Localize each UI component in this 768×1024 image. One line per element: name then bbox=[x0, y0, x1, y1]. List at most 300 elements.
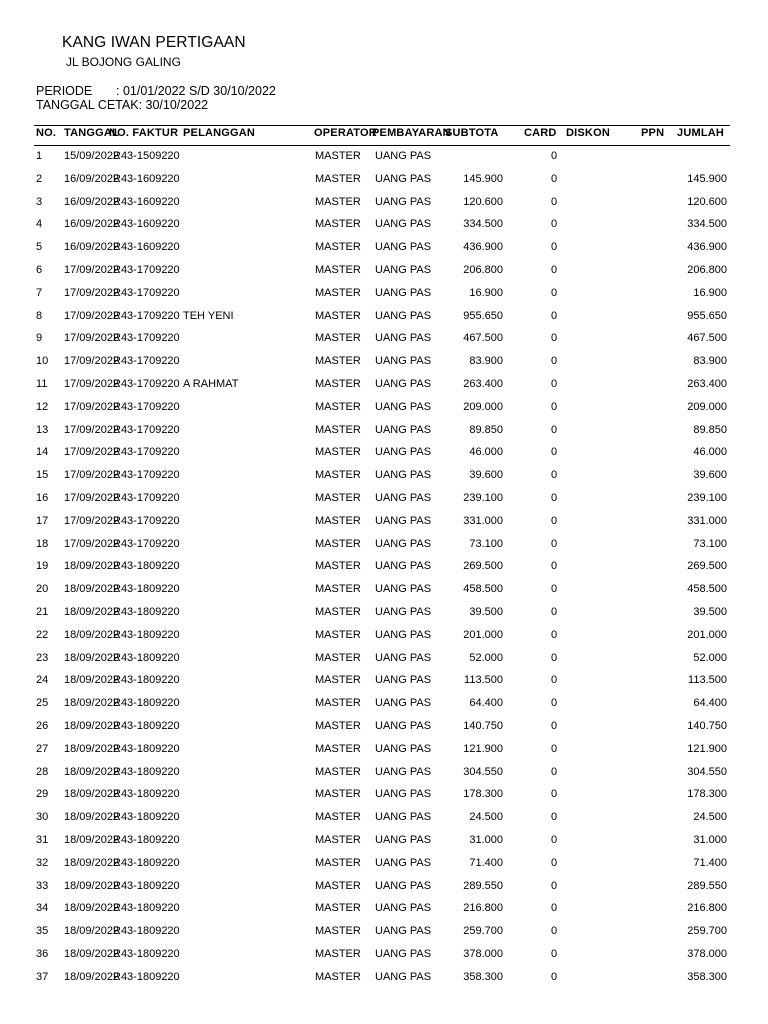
cell-tanggal: 17/09/2022 bbox=[64, 400, 120, 413]
cell-subtotal: 39.500 bbox=[469, 605, 503, 618]
cell-operator: MASTER bbox=[315, 674, 361, 687]
cell-no: 14 bbox=[36, 446, 49, 459]
cell-no: 20 bbox=[36, 583, 49, 596]
cell-subtotal: 334.500 bbox=[463, 218, 503, 231]
cell-operator: MASTER bbox=[315, 970, 361, 983]
cell-subtotal: 120.600 bbox=[463, 195, 503, 208]
table-row bbox=[0, 626, 768, 649]
cell-jumlah: 955.650 bbox=[687, 309, 727, 322]
cell-pembayaran: UANG PAS bbox=[375, 719, 432, 732]
cell-pembayaran: UANG PAS bbox=[375, 856, 432, 869]
table-row bbox=[0, 831, 768, 854]
table-row bbox=[0, 922, 768, 945]
cell-card: 0 bbox=[551, 150, 558, 162]
cell-faktur: R43-1809220 bbox=[113, 742, 180, 755]
cell-tanggal: 16/09/2022 bbox=[64, 218, 120, 231]
cell-pembayaran: UANG PAS bbox=[375, 560, 432, 573]
cell-jumlah: 16.900 bbox=[693, 286, 727, 299]
table-row bbox=[0, 717, 768, 740]
cell-jumlah: 120.600 bbox=[687, 195, 727, 208]
table-row bbox=[0, 763, 768, 786]
table-row bbox=[0, 284, 768, 307]
cell-subtotal: 304.550 bbox=[463, 765, 503, 778]
cell-pembayaran: UANG PAS bbox=[375, 309, 432, 322]
cell-tanggal: 18/09/2022 bbox=[64, 879, 120, 892]
cell-operator: MASTER bbox=[315, 742, 361, 755]
cell-no: 18 bbox=[36, 537, 49, 550]
cell-operator: MASTER bbox=[315, 651, 361, 664]
cell-card: 0 bbox=[551, 423, 558, 436]
cell-pembayaran: UANG PAS bbox=[375, 172, 432, 185]
cell-pembayaran: UANG PAS bbox=[375, 765, 432, 778]
cell-pembayaran: UANG PAS bbox=[375, 583, 432, 596]
cell-no: 23 bbox=[36, 651, 49, 664]
cell-tanggal: 17/09/2022 bbox=[64, 377, 120, 390]
cell-jumlah: 436.900 bbox=[687, 241, 727, 254]
cell-pembayaran: UANG PAS bbox=[375, 697, 432, 710]
cell-subtotal: 209.000 bbox=[463, 400, 503, 413]
cell-subtotal: 71.400 bbox=[469, 856, 503, 869]
cell-pembayaran: UANG PAS bbox=[375, 742, 432, 755]
tanggal-cetak-line bbox=[36, 98, 208, 112]
cell-card: 0 bbox=[551, 788, 558, 801]
cell-faktur: R43-1709220 bbox=[113, 491, 180, 504]
col-diskon-header: DISKON bbox=[566, 127, 610, 139]
table-row bbox=[0, 512, 768, 535]
cell-operator: MASTER bbox=[315, 719, 361, 732]
cell-tanggal: 17/09/2022 bbox=[64, 446, 120, 459]
cell-tanggal: 17/09/2022 bbox=[64, 309, 120, 322]
store-name: KANG IWAN PERTIGAAN bbox=[62, 34, 246, 51]
cell-faktur: R43-1809220 bbox=[113, 788, 180, 801]
cell-faktur: R43-1809220 bbox=[113, 560, 180, 573]
cell-faktur: R43-1709220 bbox=[113, 514, 180, 527]
table-row bbox=[0, 238, 768, 261]
cell-tanggal: 18/09/2022 bbox=[64, 742, 120, 755]
col-pelanggan-header: PELANGGAN bbox=[183, 127, 256, 139]
cell-jumlah: 239.100 bbox=[687, 491, 727, 504]
cell-jumlah: 259.700 bbox=[687, 925, 727, 938]
table-row bbox=[0, 398, 768, 421]
cell-tanggal: 18/09/2022 bbox=[64, 925, 120, 938]
cell-subtotal: 436.900 bbox=[463, 241, 503, 254]
cell-no: 29 bbox=[36, 788, 49, 801]
cell-subtotal: 113.500 bbox=[464, 674, 503, 687]
cell-operator: MASTER bbox=[315, 537, 361, 550]
table-row bbox=[0, 649, 768, 672]
table-top-rule bbox=[34, 125, 730, 126]
cell-no: 31 bbox=[36, 833, 49, 846]
cell-tanggal: 17/09/2022 bbox=[64, 263, 120, 276]
cell-faktur: R43-1809220 bbox=[113, 674, 180, 687]
cell-tanggal: 18/09/2022 bbox=[64, 697, 120, 710]
cell-pelanggan: A RAHMAT bbox=[183, 377, 239, 390]
cell-faktur: R43-1709220 bbox=[113, 423, 180, 436]
cell-jumlah: 113.500 bbox=[688, 674, 727, 687]
cell-no: 1 bbox=[36, 150, 43, 162]
cell-pembayaran: UANG PAS bbox=[375, 651, 432, 664]
cell-no: 9 bbox=[36, 332, 43, 345]
cell-tanggal: 18/09/2022 bbox=[64, 719, 120, 732]
cell-jumlah: 358.300 bbox=[687, 970, 727, 983]
cell-card: 0 bbox=[551, 446, 558, 459]
cell-card: 0 bbox=[551, 925, 558, 938]
cell-faktur: R43-1809220 bbox=[113, 970, 180, 983]
cell-operator: MASTER bbox=[315, 947, 361, 960]
cell-no: 16 bbox=[36, 491, 49, 504]
cell-tanggal: 18/09/2022 bbox=[64, 583, 120, 596]
cell-faktur: R43-1809220 bbox=[113, 765, 180, 778]
table-row bbox=[0, 352, 768, 375]
cell-jumlah: 216.800 bbox=[687, 902, 727, 915]
table-row bbox=[0, 557, 768, 580]
cell-card: 0 bbox=[551, 241, 558, 254]
cell-jumlah: 83.900 bbox=[693, 355, 727, 368]
cell-card: 0 bbox=[551, 309, 558, 322]
cell-card: 0 bbox=[551, 560, 558, 573]
cell-no: 24 bbox=[36, 674, 49, 687]
col-ppn-header: PPN bbox=[641, 127, 665, 139]
cell-faktur: R43-1809220 bbox=[113, 651, 180, 664]
cell-faktur: R43-1809220 bbox=[113, 902, 180, 915]
table-row bbox=[0, 443, 768, 466]
cell-card: 0 bbox=[551, 514, 558, 527]
cell-subtotal: 24.500 bbox=[469, 811, 503, 824]
tanggal-cetak-value: 30/10/2022 bbox=[145, 98, 209, 112]
cell-card: 0 bbox=[551, 172, 558, 185]
cell-card: 0 bbox=[551, 902, 558, 915]
cell-pembayaran: UANG PAS bbox=[375, 537, 432, 550]
cell-pembayaran: UANG PAS bbox=[375, 514, 432, 527]
cell-tanggal: 17/09/2022 bbox=[64, 514, 120, 527]
col-faktur-header: NO. FAKTUR bbox=[109, 127, 179, 139]
cell-subtotal: 955.650 bbox=[463, 309, 503, 322]
cell-pembayaran: UANG PAS bbox=[375, 286, 432, 299]
cell-subtotal: 206.800 bbox=[463, 263, 503, 276]
table-row bbox=[0, 740, 768, 763]
cell-operator: MASTER bbox=[315, 309, 361, 322]
cell-operator: MASTER bbox=[315, 195, 361, 208]
cell-card: 0 bbox=[551, 970, 558, 983]
cell-operator: MASTER bbox=[315, 879, 361, 892]
cell-subtotal: 378.000 bbox=[463, 947, 503, 960]
cell-operator: MASTER bbox=[315, 332, 361, 345]
cell-faktur: R43-1709220 bbox=[113, 537, 180, 550]
cell-jumlah: 458.500 bbox=[687, 583, 727, 596]
cell-operator: MASTER bbox=[315, 856, 361, 869]
table-row bbox=[0, 671, 768, 694]
cell-operator: MASTER bbox=[315, 218, 361, 231]
cell-faktur: R43-1609220 bbox=[113, 241, 180, 254]
cell-jumlah: 304.550 bbox=[687, 765, 727, 778]
cell-card: 0 bbox=[551, 856, 558, 869]
cell-jumlah: 64.400 bbox=[693, 697, 727, 710]
table-row bbox=[0, 375, 768, 398]
table-row bbox=[0, 489, 768, 512]
cell-operator: MASTER bbox=[315, 697, 361, 710]
cell-jumlah: 331.000 bbox=[687, 514, 727, 527]
table-row bbox=[0, 603, 768, 626]
cell-card: 0 bbox=[551, 355, 558, 368]
cell-faktur: R43-1809220 bbox=[113, 628, 180, 641]
cell-no: 8 bbox=[36, 309, 43, 322]
col-jumlah-header: JUMLAH bbox=[677, 127, 725, 139]
cell-no: 11 bbox=[36, 377, 48, 390]
table-row bbox=[0, 968, 768, 991]
cell-subtotal: 216.800 bbox=[463, 902, 503, 915]
table-row bbox=[0, 170, 768, 193]
cell-no: 19 bbox=[36, 560, 49, 573]
cell-tanggal: 17/09/2022 bbox=[64, 423, 120, 436]
cell-pembayaran: UANG PAS bbox=[375, 970, 432, 983]
cell-pembayaran: UANG PAS bbox=[375, 332, 432, 345]
cell-subtotal: 89.850 bbox=[469, 423, 503, 436]
cell-subtotal: 140.750 bbox=[463, 719, 503, 732]
cell-jumlah: 263.400 bbox=[687, 377, 727, 390]
cell-jumlah: 31.000 bbox=[693, 833, 727, 846]
cell-subtotal: 145.900 bbox=[463, 172, 503, 185]
cell-card: 0 bbox=[551, 742, 558, 755]
cell-jumlah: 121.900 bbox=[687, 742, 727, 755]
cell-faktur: R43-1809220 bbox=[113, 583, 180, 596]
cell-jumlah: 46.000 bbox=[693, 446, 727, 459]
cell-card: 0 bbox=[551, 491, 558, 504]
periode-line bbox=[36, 84, 276, 98]
cell-operator: MASTER bbox=[315, 765, 361, 778]
cell-operator: MASTER bbox=[315, 902, 361, 915]
cell-subtotal: 46.000 bbox=[469, 446, 503, 459]
cell-no: 27 bbox=[36, 742, 49, 755]
cell-faktur: R43-1709220 bbox=[113, 332, 180, 345]
cell-subtotal: 201.000 bbox=[463, 628, 503, 641]
cell-pembayaran: UANG PAS bbox=[375, 469, 432, 482]
cell-faktur: R43-1709220 bbox=[113, 469, 180, 482]
cell-subtotal: 467.500 bbox=[463, 332, 503, 345]
cell-card: 0 bbox=[551, 651, 558, 664]
cell-no: 33 bbox=[36, 879, 49, 892]
cell-no: 36 bbox=[36, 947, 49, 960]
cell-jumlah: 378.000 bbox=[687, 947, 727, 960]
cell-faktur: R43-1609220 bbox=[113, 172, 180, 185]
cell-tanggal: 18/09/2022 bbox=[64, 811, 120, 824]
cell-no: 12 bbox=[36, 400, 49, 413]
cell-jumlah: 178.300 bbox=[687, 788, 727, 801]
cell-no: 5 bbox=[36, 241, 43, 254]
cell-faktur: R43-1809220 bbox=[113, 811, 180, 824]
cell-faktur: R43-1509220 bbox=[113, 150, 180, 162]
table-row bbox=[0, 945, 768, 968]
cell-jumlah: 209.000 bbox=[687, 400, 727, 413]
cell-jumlah: 145.900 bbox=[687, 172, 727, 185]
cell-jumlah: 24.500 bbox=[693, 811, 727, 824]
cell-card: 0 bbox=[551, 195, 558, 208]
cell-subtotal: 259.700 bbox=[463, 925, 503, 938]
cell-no: 22 bbox=[36, 628, 49, 641]
cell-no: 21 bbox=[36, 605, 49, 618]
cell-card: 0 bbox=[551, 605, 558, 618]
cell-pembayaran: UANG PAS bbox=[375, 195, 432, 208]
cell-subtotal: 31.000 bbox=[469, 833, 503, 846]
cell-card: 0 bbox=[551, 537, 558, 550]
cell-jumlah: 39.500 bbox=[693, 605, 727, 618]
cell-jumlah: 52.000 bbox=[693, 651, 727, 664]
cell-card: 0 bbox=[551, 811, 558, 824]
cell-card: 0 bbox=[551, 833, 558, 846]
cell-operator: MASTER bbox=[315, 628, 361, 641]
cell-faktur: R43-1809220 bbox=[113, 879, 180, 892]
col-tanggal-header: TANGGAL bbox=[64, 127, 119, 139]
cell-tanggal: 18/09/2022 bbox=[64, 674, 120, 687]
cell-card: 0 bbox=[551, 332, 558, 345]
col-card-header: CARD bbox=[524, 127, 557, 139]
cell-operator: MASTER bbox=[315, 788, 361, 801]
cell-tanggal: 16/09/2022 bbox=[64, 241, 120, 254]
cell-pembayaran: UANG PAS bbox=[375, 788, 432, 801]
cell-jumlah: 467.500 bbox=[687, 332, 727, 345]
cell-operator: MASTER bbox=[315, 811, 361, 824]
cell-tanggal: 18/09/2022 bbox=[64, 833, 120, 846]
cell-faktur: R43-1809220 bbox=[113, 605, 180, 618]
cell-pembayaran: UANG PAS bbox=[375, 833, 432, 846]
cell-no: 17 bbox=[36, 514, 49, 527]
cell-card: 0 bbox=[551, 674, 558, 687]
cell-tanggal: 18/09/2022 bbox=[64, 605, 120, 618]
cell-faktur: R43-1709220 bbox=[113, 355, 180, 368]
table-row bbox=[0, 785, 768, 808]
cell-card: 0 bbox=[551, 286, 558, 299]
cell-subtotal: 121.900 bbox=[463, 742, 503, 755]
cell-faktur: R43-1709220 bbox=[113, 309, 180, 322]
cell-pembayaran: UANG PAS bbox=[375, 218, 432, 231]
cell-subtotal: 52.000 bbox=[469, 651, 503, 664]
cell-tanggal: 18/09/2022 bbox=[64, 560, 120, 573]
cell-tanggal: 18/09/2022 bbox=[64, 947, 120, 960]
cell-card: 0 bbox=[551, 583, 558, 596]
cell-tanggal: 18/09/2022 bbox=[64, 651, 120, 664]
table-row bbox=[0, 854, 768, 877]
cell-pembayaran: UANG PAS bbox=[375, 947, 432, 960]
table-row bbox=[0, 421, 768, 444]
cell-subtotal: 73.100 bbox=[469, 537, 503, 550]
cell-jumlah: 206.800 bbox=[687, 263, 727, 276]
cell-pembayaran: UANG PAS bbox=[375, 263, 432, 276]
cell-no: 34 bbox=[36, 902, 49, 915]
col-operator-header: OPERATOR bbox=[314, 127, 377, 139]
table-row bbox=[0, 193, 768, 216]
cell-operator: MASTER bbox=[315, 355, 361, 368]
store-address: JL BOJONG GALING bbox=[66, 55, 181, 69]
col-subtotal-header: SUBTOTA bbox=[445, 127, 499, 139]
cell-operator: MASTER bbox=[315, 423, 361, 436]
cell-pembayaran: UANG PAS bbox=[375, 150, 432, 162]
cell-pembayaran: UANG PAS bbox=[375, 811, 432, 824]
cell-operator: MASTER bbox=[315, 263, 361, 276]
cell-operator: MASTER bbox=[315, 446, 361, 459]
cell-card: 0 bbox=[551, 628, 558, 641]
cell-operator: MASTER bbox=[315, 286, 361, 299]
cell-tanggal: 16/09/2022 bbox=[64, 195, 120, 208]
cell-no: 15 bbox=[36, 469, 49, 482]
cell-no: 13 bbox=[36, 423, 49, 436]
cell-subtotal: 39.600 bbox=[469, 469, 503, 482]
cell-faktur: R43-1709220 bbox=[113, 377, 180, 390]
cell-subtotal: 178.300 bbox=[463, 788, 503, 801]
table-row bbox=[0, 694, 768, 717]
cell-jumlah: 73.100 bbox=[693, 537, 727, 550]
cell-subtotal: 16.900 bbox=[469, 286, 503, 299]
cell-tanggal: 18/09/2022 bbox=[64, 788, 120, 801]
table-row bbox=[0, 808, 768, 831]
cell-tanggal: 18/09/2022 bbox=[64, 902, 120, 915]
cell-jumlah: 39.600 bbox=[693, 469, 727, 482]
cell-tanggal: 16/09/2022 bbox=[64, 172, 120, 185]
cell-operator: MASTER bbox=[315, 241, 361, 254]
cell-tanggal: 18/09/2022 bbox=[64, 765, 120, 778]
cell-card: 0 bbox=[551, 765, 558, 778]
cell-subtotal: 64.400 bbox=[469, 697, 503, 710]
cell-no: 26 bbox=[36, 719, 49, 732]
tanggal-cetak-label: TANGGAL CETAK: bbox=[36, 98, 143, 112]
cell-operator: MASTER bbox=[315, 925, 361, 938]
cell-subtotal: 239.100 bbox=[463, 491, 503, 504]
cell-operator: MASTER bbox=[315, 491, 361, 504]
cell-subtotal: 331.000 bbox=[463, 514, 503, 527]
cell-tanggal: 15/09/2022 bbox=[64, 150, 120, 162]
cell-tanggal: 18/09/2022 bbox=[64, 628, 120, 641]
cell-faktur: R43-1609220 bbox=[113, 218, 180, 231]
table-row bbox=[0, 215, 768, 238]
periode-label: PERIODE bbox=[36, 84, 93, 98]
cell-faktur: R43-1609220 bbox=[113, 195, 180, 208]
cell-tanggal: 17/09/2022 bbox=[64, 332, 120, 345]
cell-tanggal: 17/09/2022 bbox=[64, 355, 120, 368]
cell-faktur: R43-1809220 bbox=[113, 697, 180, 710]
cell-tanggal: 17/09/2022 bbox=[64, 286, 120, 299]
table-row bbox=[0, 899, 768, 922]
cell-faktur: R43-1809220 bbox=[113, 833, 180, 846]
table-row bbox=[0, 147, 768, 170]
cell-no: 6 bbox=[36, 263, 43, 276]
cell-subtotal: 358.300 bbox=[463, 970, 503, 983]
table-row bbox=[0, 307, 768, 330]
cell-subtotal: 458.500 bbox=[463, 583, 503, 596]
table-row bbox=[0, 535, 768, 558]
cell-pembayaran: UANG PAS bbox=[375, 605, 432, 618]
cell-card: 0 bbox=[551, 400, 558, 413]
cell-no: 30 bbox=[36, 811, 49, 824]
cell-subtotal: 269.500 bbox=[463, 560, 503, 573]
cell-pembayaran: UANG PAS bbox=[375, 241, 432, 254]
cell-pembayaran: UANG PAS bbox=[375, 377, 432, 390]
cell-jumlah: 334.500 bbox=[687, 218, 727, 231]
cell-operator: MASTER bbox=[315, 377, 361, 390]
cell-operator: MASTER bbox=[315, 560, 361, 573]
cell-card: 0 bbox=[551, 469, 558, 482]
cell-tanggal: 18/09/2022 bbox=[64, 856, 120, 869]
cell-pembayaran: UANG PAS bbox=[375, 925, 432, 938]
cell-subtotal: 289.550 bbox=[463, 879, 503, 892]
col-no-header: NO. bbox=[36, 127, 57, 139]
cell-operator: MASTER bbox=[315, 514, 361, 527]
col-pembayaran-header: PEMBAYARAN bbox=[372, 127, 451, 139]
cell-operator: MASTER bbox=[315, 150, 361, 162]
cell-faktur: R43-1709220 bbox=[113, 286, 180, 299]
cell-jumlah: 71.400 bbox=[693, 856, 727, 869]
cell-pembayaran: UANG PAS bbox=[375, 879, 432, 892]
cell-no: 10 bbox=[36, 355, 49, 368]
cell-jumlah: 201.000 bbox=[687, 628, 727, 641]
cell-faktur: R43-1809220 bbox=[113, 719, 180, 732]
